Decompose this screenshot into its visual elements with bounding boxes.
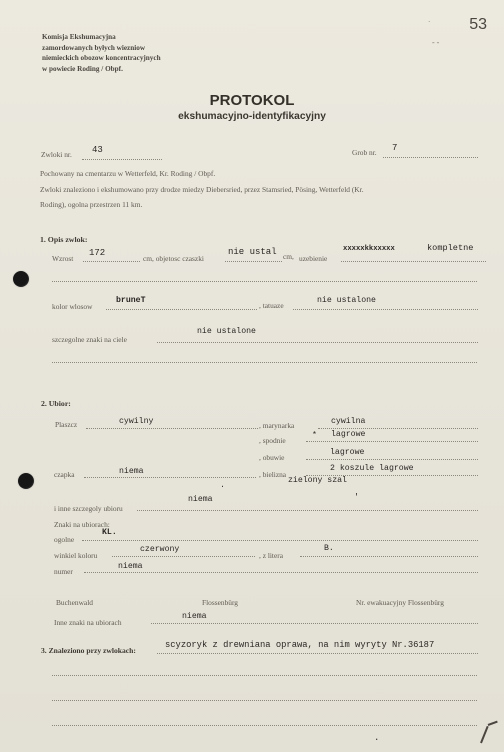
underwear-value-2: zielony szal: [288, 476, 347, 485]
blank-line-3: [52, 675, 477, 676]
page-number: 53: [469, 16, 487, 33]
cap-value: niema: [119, 467, 144, 476]
tattoo-line: [293, 309, 478, 310]
punch-hole-lower: [18, 473, 34, 489]
dentition-value: kompletne: [427, 243, 474, 253]
dentition-label: uzebienie: [299, 254, 328, 263]
shoes-label: , obuwie: [259, 453, 285, 462]
other-clothing-marks-value: niema: [182, 612, 207, 621]
jacket-label: , marynarka: [259, 421, 295, 430]
organization-line-3: niemieckich obozow koncentracyjnych: [42, 54, 161, 62]
intro-line-1: Pochowany na cmentarzu w Wetterfeld, Kr. Roding / Obpf.: [40, 169, 216, 178]
corner-pen-stroke-top: [488, 721, 498, 726]
height-label: Wzrost: [52, 254, 74, 263]
trousers-label: , spodnie: [259, 436, 286, 445]
hair-color-line: [106, 309, 257, 310]
document-title: PROTOKOL: [209, 92, 295, 109]
jacket-value: cywilna: [331, 417, 366, 426]
trousers-line: [306, 441, 478, 442]
shoes-value: lagrowe: [330, 448, 365, 457]
other-clothing-marks-line: [151, 623, 478, 624]
clothing-section-label: 2. Ubior:: [41, 399, 71, 408]
coat-label: Plaszcz: [55, 420, 78, 429]
other-clothing-line: [137, 510, 478, 511]
blank-line-4: [52, 700, 477, 701]
dentition-struck-text: xxxxxkkxxxxx: [343, 245, 395, 253]
body-label: Zwloki nr.: [41, 150, 72, 159]
top-mark: ·: [428, 18, 431, 26]
other-clothing-label: i inne szczegoly ubioru: [54, 504, 123, 513]
camp-label-flossenburg: Flossenbürg: [202, 598, 239, 607]
organization-line-1: Komisja Ekshumacyjna: [42, 33, 116, 41]
hair-color-value: bruneT: [116, 296, 146, 305]
letter-label: , z litera: [259, 551, 284, 560]
underwear-label: , bielizna: [259, 470, 287, 479]
intro-line-2: Zwloki znaleziono i ekshumowano przy drodze miedzy Diebersried, przez Stamsried, Pösing, Wetterfeld (Kr.: [40, 185, 364, 194]
items-found-line: [157, 653, 478, 654]
camp-label-buchenwald: Buchenwald: [56, 598, 93, 607]
trousers-mark: *: [312, 431, 317, 440]
items-found-value: scyzoryk z drewniana oprawa, na nim wyryty Nr.36187: [165, 640, 435, 650]
underwear-value: 2 koszule lagrowe: [330, 464, 414, 473]
body-number: 43: [92, 145, 103, 155]
jacket-line: [318, 428, 478, 429]
top-dash: - -: [432, 38, 440, 47]
corner-pen-stroke: [480, 726, 489, 743]
cap-line: [84, 477, 256, 478]
body-marks-value: nie ustalone: [197, 327, 256, 336]
intro-line-3: Roding), ogolna przestrzen 11 km.: [40, 200, 143, 209]
height-line: [83, 261, 140, 262]
skull-suffix: cm,: [283, 252, 294, 261]
tattoo-label: , tatuaze: [259, 301, 284, 310]
blank-line-2: [52, 362, 477, 363]
document-subtitle: ekshumacyjno-identyfikacyjny: [178, 111, 326, 122]
grave-label: Grob nr.: [352, 148, 377, 157]
other-clothing-mark: ': [354, 493, 359, 502]
cap-label: czapka: [54, 470, 75, 479]
trousers-value: lagrowe: [331, 430, 366, 439]
coat-value: cywilny: [119, 417, 154, 426]
organization-line-4: w powiecie Roding / Obpf.: [42, 64, 123, 73]
blank-line-5: [52, 725, 477, 726]
skull-value: nie ustal: [228, 247, 277, 257]
description-section-label: 1. Opis zwlok:: [40, 235, 88, 244]
body-number-line: [82, 159, 162, 160]
skull-line: [225, 261, 282, 262]
body-marks-label: szczegolne znaki na ciele: [52, 335, 127, 344]
grave-number: 7: [392, 143, 398, 153]
number-line: [84, 572, 478, 573]
bottom-mark: ·: [374, 735, 380, 745]
grave-number-line: [383, 157, 478, 158]
items-section-label: 3. Znaleziono przy zwlokach:: [41, 646, 136, 655]
general-marks-value: KL.: [102, 528, 117, 537]
height-value: 172: [89, 248, 106, 258]
evacuation-number-label: Nr. ewakuacyjny Flossenbürg: [356, 598, 444, 607]
other-clothing-marks-label: Inne znaki na ubiorach: [54, 618, 122, 627]
clothing-marks-heading: Znaki na ubiorach:: [54, 520, 110, 529]
hair-color-label: kolor wlosow: [52, 302, 93, 311]
blank-line-1: [52, 281, 477, 282]
organization-line-2: zamordowanych byłych wiezniow: [42, 43, 146, 52]
triangle-color-value: czerwony: [140, 545, 180, 554]
body-marks-line: [157, 342, 478, 343]
cm-label: cm, objetosc czaszki: [143, 254, 204, 263]
shoes-line: [306, 459, 478, 460]
organization-header: [42, 32, 222, 74]
letter-line: [300, 556, 478, 557]
letter-value: B.: [324, 544, 334, 553]
punch-hole-upper: [13, 271, 29, 287]
other-clothing-value: niema: [188, 495, 213, 504]
general-marks-label: ogolne: [54, 535, 75, 544]
number-value: niema: [118, 562, 143, 571]
triangle-color-line: [112, 556, 255, 557]
triangle-color-label: winkiel koloru: [54, 551, 98, 560]
number-label: numer: [54, 567, 73, 576]
underwear-mark: .: [220, 481, 225, 490]
coat-line: [86, 428, 258, 429]
tattoo-value: nie ustalone: [317, 296, 376, 305]
dentition-line: [341, 261, 486, 262]
general-marks-line: [82, 540, 478, 541]
